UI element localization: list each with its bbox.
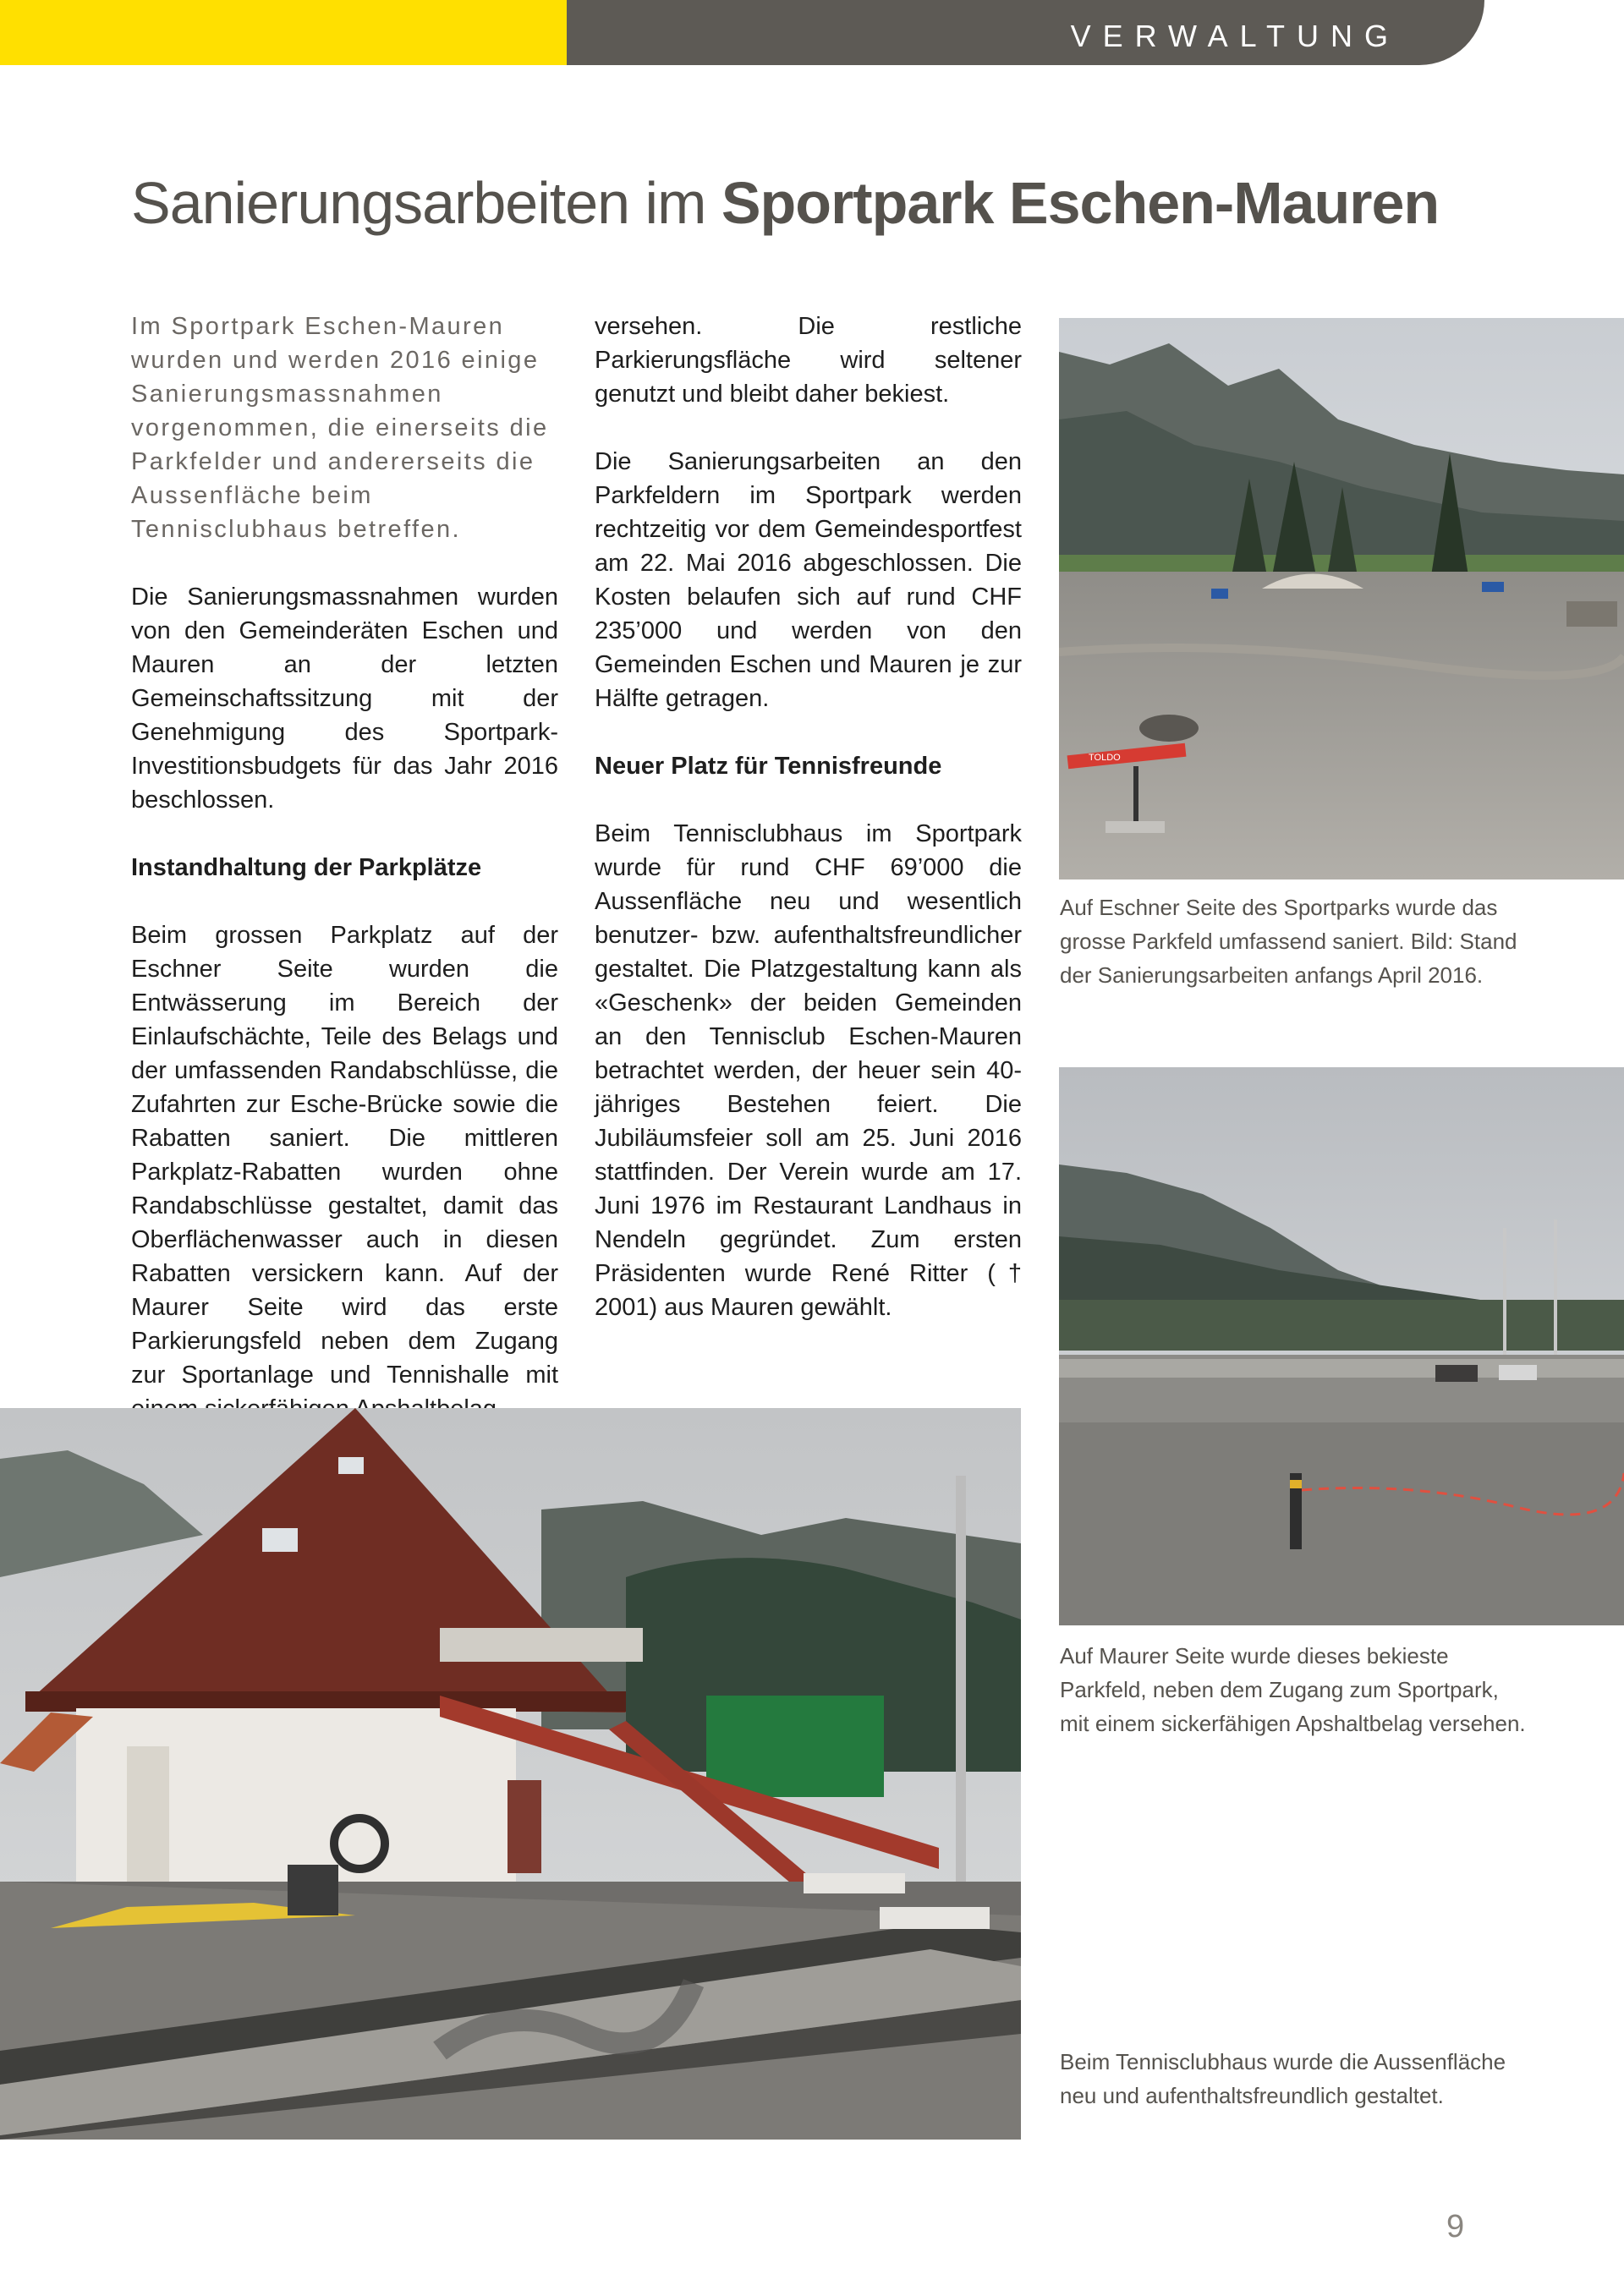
paragraph-parking: Beim grossen Parkplatz auf der Eschner Seite wurden die Entwässerung im Bereich der Einlaufschächte, Teile des Belags und der umfassenden Randabschlüsse, die Zufahrten zur Esche-Brücke sowie die Rabatten saniert. Die mittleren Parkplatz-Rabatten wurden ohne Randabschlüsse gestaltet, damit das Oberflächenwasser auch in diesen Rabatten versickern kann. Auf der Maurer Seite wird das erste Parkierungsfeld neben dem Zugang zur Sportanlage und Tennishalle mit (131, 922, 558, 1389)
section-label: VERWALTUNG (1070, 19, 1400, 53)
paragraph-costs: Die Sanierungsarbeiten an den Parkfeldern im Sportpark werden rechtzeitig vor dem Gemeindesportfest am 22. Mai 2016 abgeschlossen. Die Kosten belaufen sich auf rund CHF 235’000 und werden von den Gemeinden Eschen und Mauren je zur Hälfte getragen. (595, 448, 1022, 712)
heading-tennis: Neuer Platz für Tennisfreunde (595, 753, 942, 780)
photo-eschen-parking (1059, 318, 1624, 879)
warning-sign-text: TOLDO (1089, 753, 1121, 763)
section-header-bar (567, 0, 1484, 65)
heading-parking: Instandhaltung der Parkplätze (131, 854, 482, 881)
photo-tennis-clubhouse (0, 1408, 1021, 2140)
title-bold: Sportpark Eschen-Mauren (721, 170, 1440, 236)
header-accent-bar (0, 0, 567, 65)
text-column-1 (131, 310, 558, 1460)
paragraph-budget: Die Sanierungsmassnahmen wurden von den Gemeinderäten Eschen und Mauren an der letzten Gemeinschaftssitzung mit der Genehmigung des Sportpark-Investitionsbudgets für das Jahr 2016 beschlossen. (131, 584, 558, 814)
lead-paragraph: Im Sportpark Eschen-Mauren wurden und werden 2016 einige Sanierungsmassnahmen vorgenommen, die einerseits die Parkfelder und andererseits die Aussenfläche beim Tennisclubhaus betreffen. (131, 313, 549, 543)
caption-photo-3: Beim Tennisclubhaus wurde die Aussenfläche neu und aufenthaltsfreundlich gestaltet. (1060, 2049, 1506, 2108)
paragraph-gravel: versehen. Die restliche Parkierungsfläche wird seltener genutzt und bleibt daher bekiest. (595, 313, 1022, 408)
article-title (131, 169, 1439, 237)
photo-mauren-parking (1059, 1067, 1624, 1625)
page-number: 9 (1446, 2209, 1465, 2244)
title-light: Sanierungsarbeiten im (131, 170, 721, 236)
caption-photo-2: Auf Maurer Seite wurde dieses bekieste Parkfeld, neben dem Zugang zum Sportpark, mit einem sickerfähigen Apshaltbelag versehen. (1060, 1643, 1526, 1736)
caption-photo-1: Auf Eschner Seite des Sportparks wurde das grosse Parkfeld umfassend saniert. Bild: Stand der Sanierungsarbeiten anfangs April 2016. (1060, 895, 1517, 988)
text-column-2 (595, 310, 1022, 1358)
paragraph-tennis: Beim Tennisclubhaus im Sportpark wurde für rund CHF 69’000 die Aussenfläche neu und wesentlich benutzer- bzw. aufenthaltsfreundlicher gestaltet. Die Platzgestaltung kann als «Geschenk» der beiden Gemeinden an den Tennisclub Eschen-Mauren betrachtet werden, der heuer sein 40-jähriges Bestehen feiert. Die Jubiläumsfeier soll am 25. Juni 2016 stattfinden. Der Verein wurde am 17. Juni 1976 im Restaurant Landhaus in Nendeln gegründet. Zum ersten Präsidenten wurde René Ritter († 2001) aus Mauren gewählt. (595, 820, 1022, 1321)
